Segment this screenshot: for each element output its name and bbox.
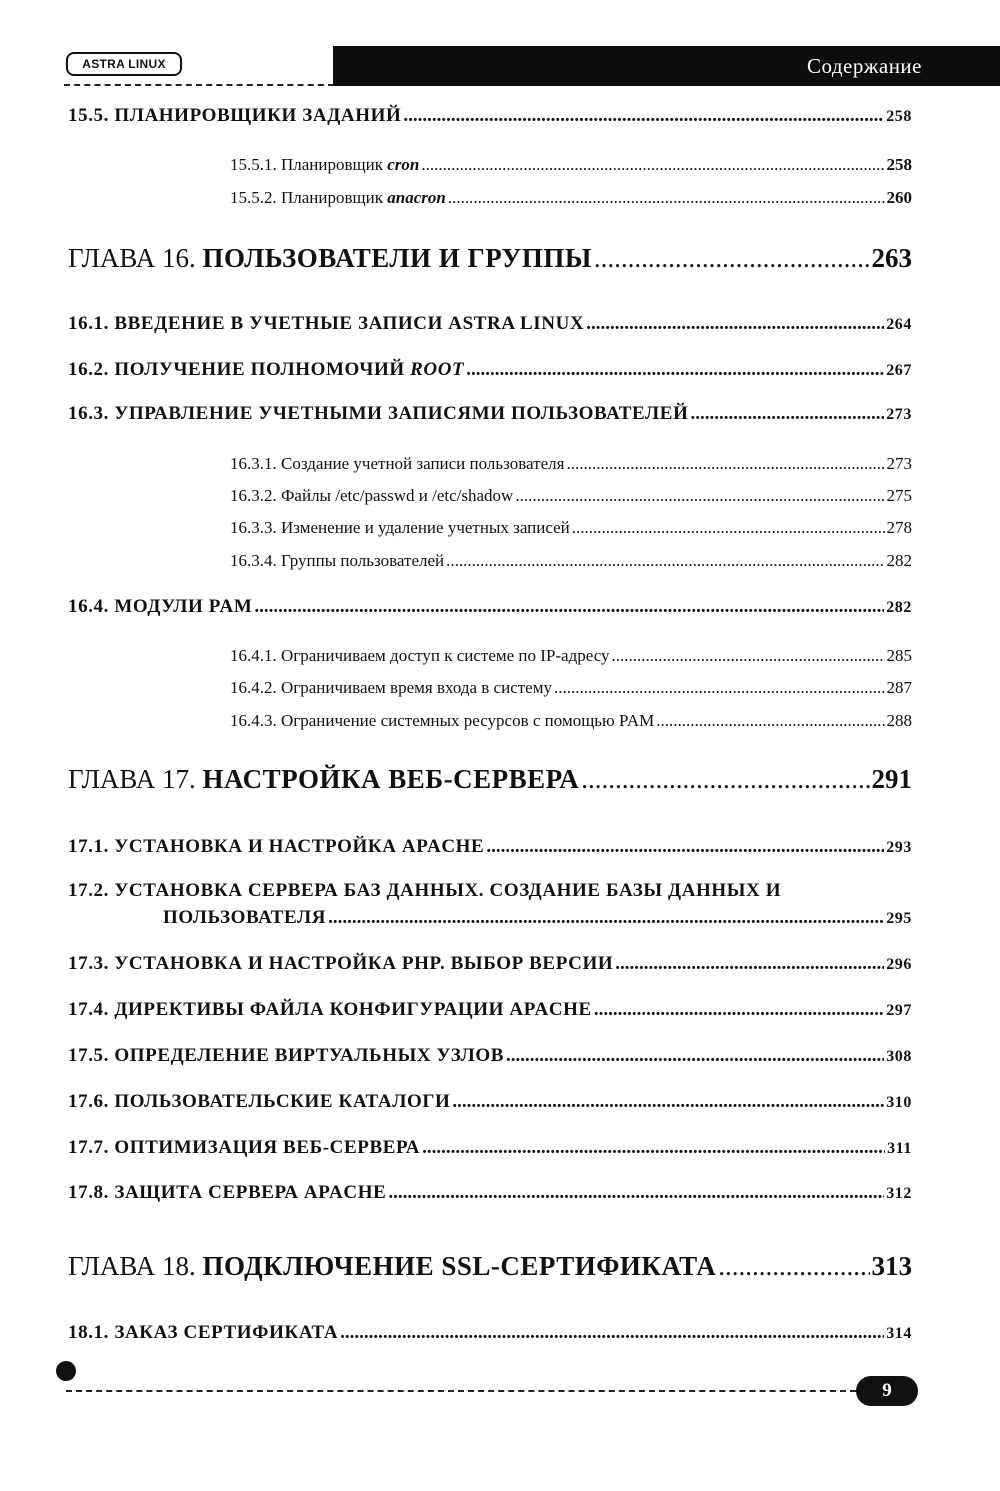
toc-page: 314 <box>886 1325 912 1342</box>
toc-label: 16.4. МОДУЛИ PAM <box>68 596 253 617</box>
toc-page: 258 <box>886 108 912 125</box>
toc-chapter-18[interactable] <box>68 1251 912 1282</box>
toc-entry-16-4-2[interactable] <box>230 678 912 698</box>
toc-page: 312 <box>886 1185 912 1202</box>
chapter-prefix: ГЛАВА 18. <box>68 1251 196 1281</box>
dot-leader <box>586 313 884 335</box>
toc-page: 295 <box>886 910 912 927</box>
dot-leader <box>594 999 884 1021</box>
toc-entry-17-1[interactable] <box>68 836 912 858</box>
dot-leader <box>690 403 884 425</box>
toc-page: 293 <box>886 839 912 856</box>
dot-leader <box>421 155 884 175</box>
toc-entry-16-4-3[interactable] <box>230 711 912 731</box>
toc-entry-17-2-line1[interactable] <box>68 880 781 902</box>
toc-label-italic: ROOT <box>410 359 465 380</box>
dot-leader <box>506 1045 884 1067</box>
toc-entry-16-1[interactable] <box>68 313 912 335</box>
toc-page: 288 <box>886 711 912 730</box>
toc-label-italic: cron <box>387 155 420 174</box>
dot-leader <box>340 1322 884 1344</box>
toc-page: 282 <box>886 599 912 616</box>
chapter-title: НАСТРОЙКА ВЕБ-СЕРВЕРА <box>202 764 580 794</box>
toc-label: 17.6. ПОЛЬЗОВАТЕЛЬСКИЕ КАТАЛОГИ <box>68 1091 451 1112</box>
toc-entry-16-3[interactable] <box>68 403 912 425</box>
toc-page: 260 <box>886 188 912 207</box>
toc-page: 282 <box>886 551 912 570</box>
toc-entry-18-1[interactable] <box>68 1322 912 1344</box>
dot-leader <box>486 836 884 858</box>
toc-entry-16-3-4[interactable] <box>230 551 912 571</box>
dot-leader <box>328 907 884 929</box>
toc-label: 18.1. ЗАКАЗ СЕРТИФИКАТА <box>68 1322 339 1343</box>
toc-page: 310 <box>886 1094 912 1111</box>
footer-bullet <box>56 1361 76 1381</box>
toc-label: 15.5.1. Планировщик <box>230 155 383 174</box>
toc-label: 17.3. УСТАНОВКА И НАСТРОЙКА PHP. ВЫБОР ВЕРСИИ <box>68 953 614 974</box>
toc-page: 291 <box>871 764 912 794</box>
toc-label: 16.3. УПРАВЛЕНИЕ УЧЕТНЫМИ ЗАПИСЯМИ ПОЛЬЗОВАТЕЛЕЙ <box>68 403 689 424</box>
dot-leader <box>446 551 884 571</box>
toc-entry-15-5-2[interactable] <box>230 188 912 208</box>
toc-chapter-16[interactable] <box>68 243 912 274</box>
toc-page: 285 <box>886 646 912 665</box>
header-bar <box>333 46 1000 86</box>
toc-page: 308 <box>886 1048 912 1065</box>
toc-entry-17-4[interactable] <box>68 999 912 1021</box>
dot-leader <box>466 359 884 381</box>
toc-page: 263 <box>871 243 912 273</box>
toc-page: 311 <box>887 1140 912 1157</box>
toc-label: 17.4. ДИРЕКТИВЫ ФАЙЛА КОНФИГУРАЦИИ APACHE <box>68 999 592 1020</box>
dot-leader <box>612 646 885 666</box>
toc-label: 16.2. ПОЛУЧЕНИЕ ПОЛНОМОЧИЙ <box>68 359 405 380</box>
toc-page: 313 <box>871 1251 912 1281</box>
dot-leader <box>422 1137 885 1159</box>
astra-linux-logo <box>66 52 182 76</box>
toc-label: 17.2. УСТАНОВКА СЕРВЕРА БАЗ ДАННЫХ. СОЗДАНИЕ БАЗЫ ДАННЫХ И <box>68 880 782 901</box>
toc-page: 296 <box>886 956 912 973</box>
toc-label: 15.5. ПЛАНИРОВЩИКИ ЗАДАНИЙ <box>68 105 402 126</box>
dot-leader <box>718 1251 869 1282</box>
toc-entry-16-4-1[interactable] <box>230 646 912 666</box>
toc-entry-17-8[interactable] <box>68 1182 912 1204</box>
toc-entry-17-7[interactable] <box>68 1137 912 1159</box>
dot-leader <box>388 1182 884 1204</box>
toc-page: 264 <box>886 316 912 333</box>
toc-entry-17-2[interactable] <box>163 907 912 929</box>
toc-label: 16.3.2. Файлы /etc/passwd и /etc/shadow <box>230 486 514 505</box>
dot-leader <box>572 518 885 538</box>
toc-entry-16-3-1[interactable] <box>230 454 912 474</box>
toc-page: 297 <box>886 1002 912 1019</box>
toc-entry-17-6[interactable] <box>68 1091 912 1113</box>
page-number: 9 <box>882 1380 892 1401</box>
toc-page: 273 <box>886 406 912 423</box>
toc-label: 17.1. УСТАНОВКА И НАСТРОЙКА APACHE <box>68 836 485 857</box>
dot-leader <box>594 243 870 274</box>
toc-label: 16.3.1. Создание учетной записи пользователя <box>230 454 565 473</box>
dot-leader <box>254 596 884 618</box>
toc-label: 17.7. ОПТИМИЗАЦИЯ ВЕБ-СЕРВЕРА <box>68 1137 421 1158</box>
toc-label: 16.1. ВВЕДЕНИЕ В УЧЕТНЫЕ ЗАПИСИ ASTRA LINUX <box>68 313 585 334</box>
toc-page: 287 <box>886 678 912 697</box>
logo-text: ASTRA LINUX <box>82 57 166 71</box>
dot-leader <box>566 454 884 474</box>
toc-page: 275 <box>886 486 912 505</box>
toc-entry-15-5[interactable] <box>68 105 912 127</box>
toc-entry-16-3-3[interactable] <box>230 518 912 538</box>
toc-entry-15-5-1[interactable] <box>230 155 912 175</box>
toc-entry-16-3-2[interactable] <box>230 486 912 506</box>
dot-leader <box>554 678 885 698</box>
toc-label: 15.5.2. Планировщик <box>230 188 383 207</box>
toc-page: 273 <box>886 454 912 473</box>
page-number-badge <box>856 1376 918 1406</box>
toc-page: 258 <box>886 155 912 174</box>
footer-divider <box>66 1390 856 1392</box>
toc-label: 17.8. ЗАЩИТА СЕРВЕРА APACHE <box>68 1182 387 1203</box>
dot-leader <box>403 105 884 127</box>
toc-label: 16.3.3. Изменение и удаление учетных записей <box>230 518 570 537</box>
dot-leader <box>581 764 869 795</box>
toc-label: ПОЛЬЗОВАТЕЛЯ <box>163 907 327 928</box>
header-divider <box>64 84 334 86</box>
chapter-title: ПОДКЛЮЧЕНИЕ SSL-СЕРТИФИКАТА <box>202 1251 717 1281</box>
toc-label: 16.4.3. Ограничение системных ресурсов с помощью PAM <box>230 711 655 730</box>
toc-label: 16.4.1. Ограничиваем доступ к системе по IP-адресу <box>230 646 610 665</box>
toc-page: 267 <box>886 362 912 379</box>
toc-label: 16.4.2. Ограничиваем время входа в систему <box>230 678 552 697</box>
dot-leader <box>615 953 884 975</box>
chapter-title: ПОЛЬЗОВАТЕЛИ И ГРУППЫ <box>202 243 592 273</box>
dot-leader <box>656 711 884 731</box>
toc-page: 278 <box>886 518 912 537</box>
dot-leader <box>452 1091 884 1113</box>
toc-label-italic: anacron <box>387 188 446 207</box>
dot-leader <box>448 188 885 208</box>
section-title: Содержание <box>806 53 922 78</box>
toc-entry-16-4[interactable] <box>68 596 912 618</box>
toc-label: 17.5. ОПРЕДЕЛЕНИЕ ВИРТУАЛЬНЫХ УЗЛОВ <box>68 1045 505 1066</box>
toc-chapter-17[interactable] <box>68 764 912 795</box>
toc-entry-17-5[interactable] <box>68 1045 912 1067</box>
chapter-prefix: ГЛАВА 17. <box>68 764 196 794</box>
toc-entry-16-2[interactable] <box>68 359 912 381</box>
dot-leader <box>515 486 884 506</box>
toc-entry-17-3[interactable] <box>68 953 912 975</box>
toc-label: 16.3.4. Группы пользователей <box>230 551 445 570</box>
chapter-prefix: ГЛАВА 16. <box>68 243 196 273</box>
